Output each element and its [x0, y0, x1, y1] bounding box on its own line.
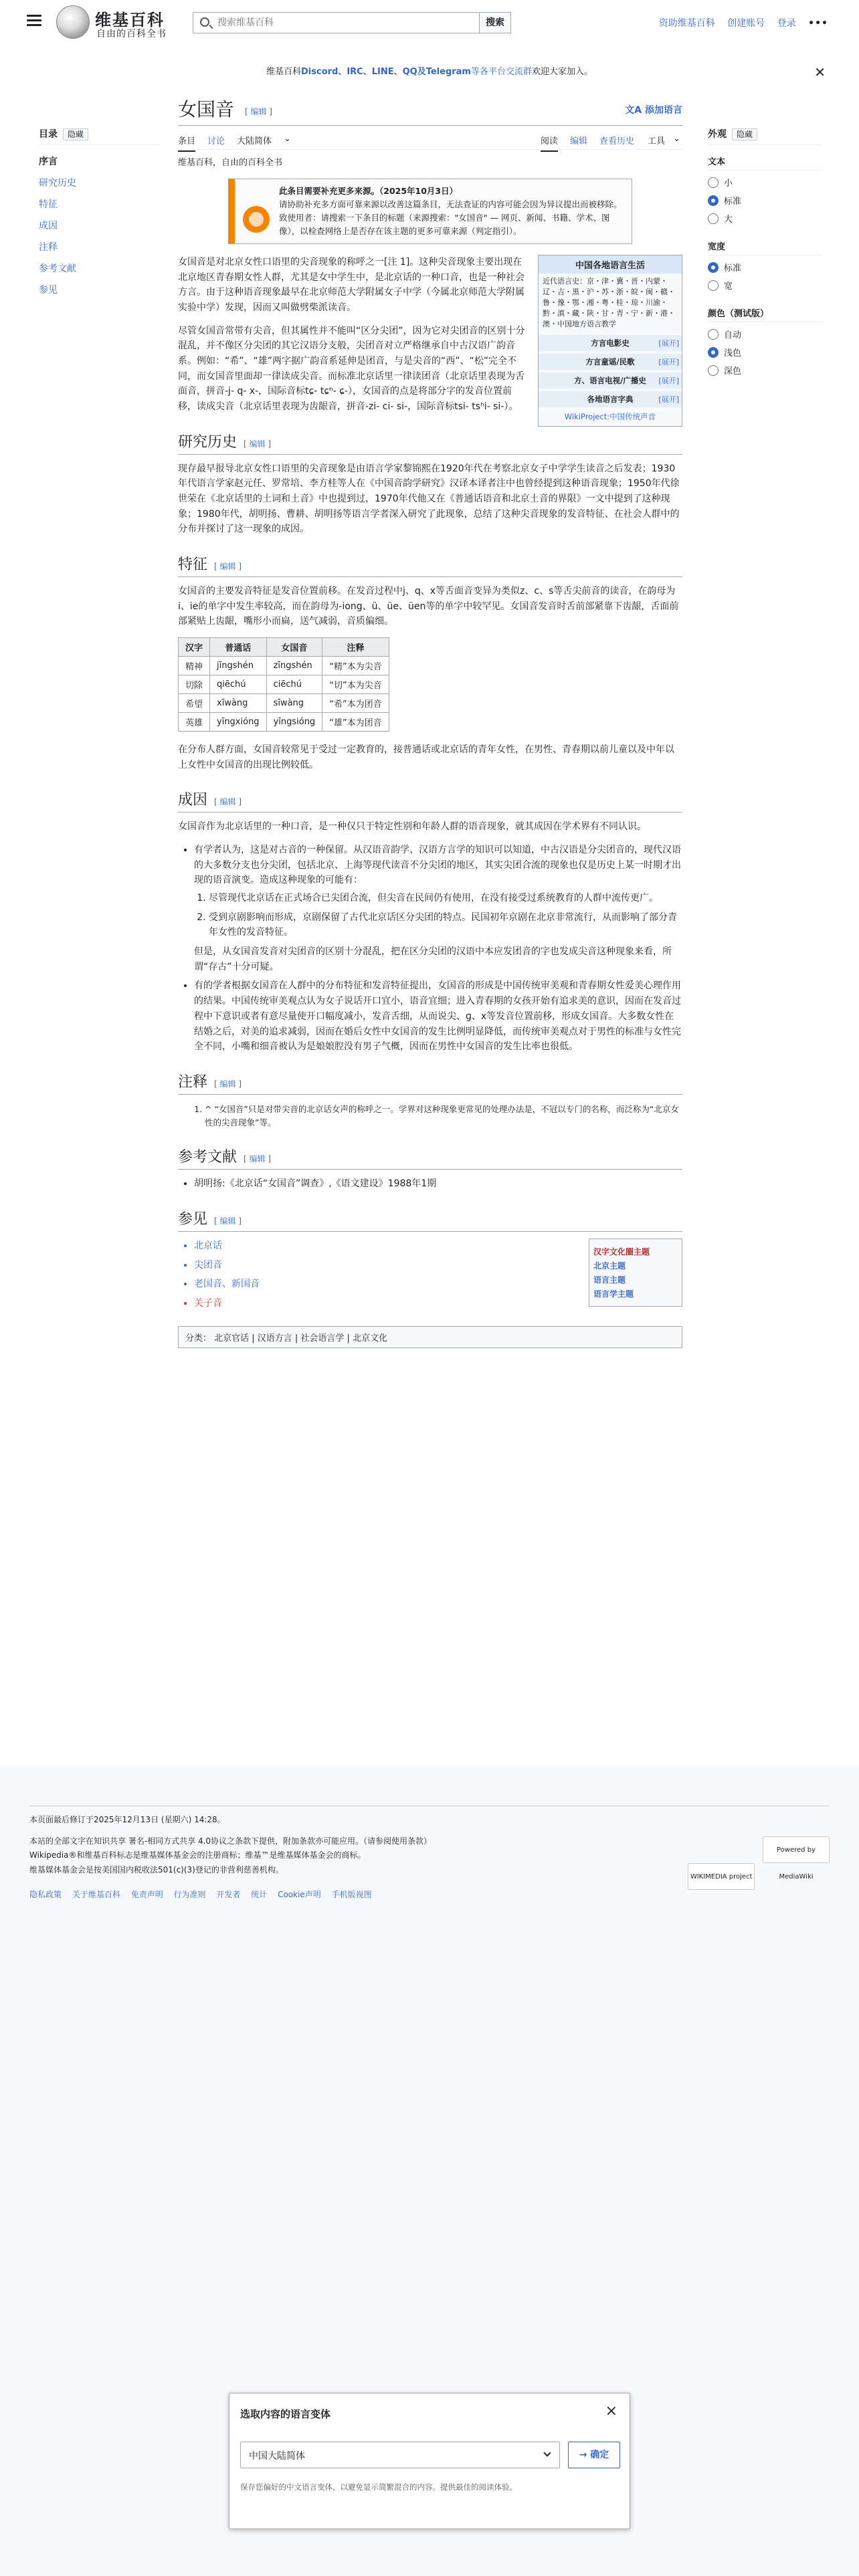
list-item: • 有学者认为，这是对古音的一种保留。从汉语音韵学、汉语方言学的知识可以知道，中古汉语是分尖团音的，现代汉语的大多数分支也分尖团，包括北京、上海等现代读音不分尖团的地区，其实尖团合流的现象也仅是历史上某一时期才出现的语音演变。造成这种现象的可能有： 1. 尽管现代北京话在正式场合已尖团合流，但尖音在民间仍有使用，在没有接受过系统教育的人群中流传更广。 2. 受到京剧影响而形成，京剧保留了古代北京话区分尖团的特点。民国初年京剧在北京非常流行，从而影响了部分青年女性的发音特征。 但是，从女国音发音对尖团音的区别十分混乱，把在区分尖团的汉语中本应发团音的字也发成尖音这种现象来看，所谓“存古”十分可疑。: [194, 843, 682, 974]
list-item: 1. ^ “女国音”只是对带尖音的北京话女声的称呼之一。学界对这种现象更常见的处理办法是，不冠以专门的名称，而泛称为“北京女性的尖音现象”等。: [205, 1103, 682, 1130]
footer-link[interactable]: 统计: [251, 1890, 268, 1900]
ambox-notice: [228, 179, 632, 244]
warning-icon: [243, 206, 270, 233]
see-also-link[interactable]: • 尖团音: [194, 1258, 682, 1273]
list-item: • 有的学者根据女国音在人群中的分布特征和发音特征提出，女国音的形成是中国传统审美观和青春期女性爱美心理作用的结果。中国传统审美观点认为女子说话开口宜小，语音宜细；进入青春期的女孩开始有追求美的意识，因而在发音过程中下意识或者有意尽量使开口幅度减小，发音舌细，从而说尖、ɡ、x等发音位置前移，形成女国音。大多数女性在结婚之后，对美的追求减弱，因而在婚后女性中女国音的发生比例明显降低，而传统审美观点对于男性的标准与女性完全不同，小嘴和细音被认为是娘娘腔没有男子气概，因而在男性中女国音的发生比率也很低。: [194, 978, 682, 1054]
notes-list: [178, 1103, 682, 1130]
chevron-down-icon[interactable]: ⌄: [284, 134, 291, 144]
tab-talk[interactable]: 讨论: [207, 136, 225, 146]
create-account-link[interactable]: 创建账号: [727, 18, 765, 29]
table-header: 汉字: [179, 638, 210, 657]
features-paragraph: 女国音的主要发音特征是发音位置前移。在发音过程中j、q、x等舌面音变异为类似z、c、s等舌尖前音的读音，在韵母为i、ie的单字中发生率较高，而在韵母为-iong、ü、üe、üen等的单字中较罕见。女国音发音时舌前部紧靠下齿龈，舌面前部紧贴上齿龈，嘴形小而扁，送气减弱，音质偏细。: [178, 586, 679, 627]
cause1-after: 但是，从女国音发音对尖团音的区别十分混乱，把在区分尖团的汉语中本应发团音的字也发成尖音这种现象来看，所谓“存古”十分可疑。: [194, 946, 672, 972]
banner-suffix: 欢迎大家加入。: [532, 67, 593, 77]
expand-link[interactable]: [展开]: [658, 376, 679, 385]
infobox-language-life: [538, 255, 682, 427]
mediawiki-badge[interactable]: Powered by MediaWiki: [763, 1836, 830, 1863]
table-row: 希望 xīwàng sīwàng “希”本为团音: [179, 694, 389, 713]
toc-item-references[interactable]: 参考文献: [39, 263, 76, 274]
toc-item-intro[interactable]: 序言: [39, 156, 58, 167]
list-item: 1. 尽管现代北京话在正式场合已尖团合流，但尖音在民间仍有使用，在没有接受过系统教育的人群中流传更广。: [209, 891, 682, 906]
add-languages-button[interactable]: 文A 添加语言: [625, 105, 682, 116]
infobox-body: 近代语言史：京・津・冀・晋・内蒙・辽・吉・黑・沪・苏・浙・皖・闽・赣・鲁・豫・鄂・湘・粤・桂・琼・川渝・黔・滇・藏・陕・甘・青・宁・新・港・澳・中国地方语言教学: [543, 277, 675, 328]
table-header: 普通话: [210, 638, 267, 657]
color-auto-radio[interactable]: 自动: [708, 328, 822, 340]
tab-read[interactable]: 阅读: [541, 134, 558, 152]
main-menu-icon[interactable]: [27, 15, 41, 27]
table-row: 英雄 yīngxióng yīngsióng “雄”本为团音: [179, 713, 389, 732]
toc-item-notes[interactable]: 注释: [39, 242, 58, 253]
search-box: [193, 12, 480, 33]
footer-badges: [682, 1836, 830, 1890]
section-edit-link[interactable]: [ 编辑 ]: [214, 1216, 242, 1226]
see-also-link[interactable]: • 老国音、新国音: [194, 1277, 682, 1292]
expand-link[interactable]: [展开]: [658, 395, 679, 404]
infobox-row: 各地语言字典 [展开]: [539, 391, 682, 407]
toc-hide-button[interactable]: 隐藏: [63, 128, 88, 140]
tab-article[interactable]: 条目: [178, 134, 195, 152]
features-paragraph-2: 在分布人群方面，女国音较常见于受过一定教育的，接普通话或北京话的青年女性，在男性、青春期以前儿童以及中年以上女性中女国音的出现比例较低。: [178, 744, 674, 770]
section-heading-features: 特征 [ 编辑 ]: [178, 553, 682, 577]
infobox-title: 中国各地语言生活: [539, 255, 682, 274]
site-sub: 维基百科，自由的百科全书: [178, 158, 283, 168]
footer-link[interactable]: 手机版视图: [331, 1890, 372, 1900]
width-group: [708, 239, 822, 292]
text-size-large-radio[interactable]: 大: [708, 212, 822, 225]
footer-link[interactable]: 行为准则: [173, 1890, 206, 1900]
title-edit-link[interactable]: [ 编辑 ]: [245, 107, 272, 116]
history-paragraph: 现存最早报导北京女性口语里的尖音现象是由语言学家黎锦熙在1920年代在考察北京女子中学学生读音之后发表；1930年代语言学家赵元任、罗常培、李方桂等人在《中国音韵学研究》汉译本译者注中也曾经提到这种语音现象；1950年代徐世荣在《北京话里的土词和土音》中也提到过，1970年代他又在《普通话语音和北京土音的界限》一文中提到了这种现象；1980年代，胡明扬、曹耕、胡明扬等语言学者深入研究了此现象，总结了这种尖音现象的发音特征、在社会人群中的分布并探讨了这一现象的成因。: [178, 463, 680, 535]
table-header: 女国音: [266, 638, 322, 657]
section-heading-see-also: 参见 [ 编辑 ]: [178, 1208, 682, 1232]
portal-link[interactable]: 汉字文化圈主题: [593, 1247, 650, 1257]
intro-paragraph-2: 尽管女国音常带有尖音，但其属性并不能叫“区分尖团”，因为它对尖团音的区别十分混乱，并不像区分尖团的其它汉语分支般，尖团音对立严格继承自中古汉语广韵音系。例如：“希”、“雄”两字据广韵音系延伸是团音，与是尖音的“西”、“松”完全不同，而女国音里面却一律读成尖音。而标准北京话里一律读团音（北京话里表现为舌面音，拼音-j- q- x-，国际音标tɕ- tɕʰ- ɕ-），女国音的点是将部分字的发音位置前移，读成尖音（北京话里表现为齿龈音，拼音-zi- ci- si-，国际音标tsi- tsʰi- si-）。: [178, 325, 525, 413]
appearance-heading: 外观 隐藏: [708, 127, 822, 145]
references-list: [178, 1176, 682, 1192]
variant-selected-value: 中国大陆简体: [249, 2451, 305, 2462]
see-also-link[interactable]: • 北京话: [194, 1239, 682, 1254]
tab-variant[interactable]: 大陆简体: [237, 136, 272, 146]
notice-line-1: 此条目需要补充更多来源。（2025年10月3日）: [279, 186, 458, 196]
wikimedia-badge[interactable]: WIKIMEDIA project: [688, 1863, 755, 1890]
footer-last-edit: 本页面最后修订于2025年12月13日 (星期六) 14:28。: [29, 1806, 830, 1828]
toc-item-history[interactable]: 研究历史: [39, 178, 76, 189]
site-header: [0, 0, 859, 47]
section-heading-causes: 成因 [ 编辑 ]: [178, 788, 682, 813]
footer-foundation: 维基媒体基金会是按美国国内税收法501(c)(3)登记的非营利慈善机构。: [29, 1864, 284, 1874]
page-footer: [29, 1806, 830, 1903]
search-icon: [200, 17, 209, 27]
text-size-standard-radio[interactable]: 标准: [708, 194, 822, 207]
list-item: • 胡明扬:《北京话“女国音”调查》,《语文建设》1988年1期: [194, 1176, 682, 1192]
causes-list: [178, 843, 682, 1055]
causes-intro: 女国音作为北京话里的一种口音，是一种仅只于特定性别和年龄人群的语音现象，就其成因在学术界有不同认识。: [178, 821, 646, 833]
toc-item-see-also[interactable]: 参见: [39, 285, 58, 296]
tab-tools[interactable]: 工具: [648, 136, 666, 146]
table-row: 切除 qiēchú ciēchú “切”本为尖音: [179, 675, 389, 694]
close-icon[interactable]: ×: [605, 2403, 617, 2420]
category-links[interactable]: 分类： 北京官话 | 汉语方言 | 社会语言学 | 北京文化: [178, 1326, 682, 1348]
width-title: 宽度: [708, 239, 822, 255]
portal-link[interactable]: 北京主题: [593, 1261, 626, 1271]
section-edit-link[interactable]: [ 编辑 ]: [244, 1154, 272, 1164]
search-input[interactable]: [216, 13, 470, 33]
color-group: [708, 306, 822, 377]
close-icon[interactable]: ✕: [814, 64, 826, 80]
section-heading-references: 参考文献 [ 编辑 ]: [178, 1146, 682, 1170]
color-dark-radio[interactable]: 深色: [708, 364, 822, 377]
logo-subtitle: 自由的百科全书: [96, 29, 167, 39]
tab-history[interactable]: 查看历史: [599, 136, 635, 146]
language-icon: 文A: [625, 105, 645, 116]
page-tabs: [178, 126, 682, 150]
color-title: 颜色（测试版）: [708, 306, 822, 322]
intro-paragraph-1: 女国音是对北京女性口语里的尖音现象的称呼之一[注 1]。这种尖音现象主要出现在北京地区青春期女性人群，尤其是女中学生中，是北京话的一种口音，也是一种社会方言。由于这种语音现象最早在北京师范大学附属女子中学（今属北京师范大学附属实验中学）发现，因而又叫做劈柴派读音。: [178, 257, 524, 314]
table-of-contents: [39, 127, 159, 304]
banner-channels-link[interactable]: Discord、IRC、LINE、QQ及Telegram: [301, 67, 471, 77]
portal-box: [589, 1239, 682, 1307]
portal-link[interactable]: 语言学主题: [593, 1289, 634, 1299]
cause-sublist: [194, 891, 682, 940]
infobox-row: 方言童谣/民歌 [展开]: [539, 354, 682, 370]
section-edit-link[interactable]: [ 编辑 ]: [214, 562, 242, 572]
dialog-note: 保存您偏好的中文语言变体，以避免显示简繁混合的内容。提供最佳的阅读体验。: [240, 2482, 517, 2492]
section-heading-notes: 注释 [ 编辑 ]: [178, 1071, 682, 1095]
notice-line-2: 请协助补充多方面可靠来源以改善这篇条目，无法查证的内容可能会因为异议提出而被移除。: [279, 199, 622, 209]
width-standard-radio[interactable]: 标准: [708, 261, 822, 274]
text-size-title: 文本: [708, 154, 822, 171]
pronunciation-table: [178, 637, 389, 732]
footer-link[interactable]: 隐私政策: [29, 1890, 62, 1900]
text-size-group: [708, 154, 822, 225]
list-item: 2. 受到京剧影响而形成，京剧保留了古代北京话区分尖团的特点。民国初年京剧在北京非常流行，从而影响了部分青年女性的发音特征。: [209, 910, 682, 940]
login-link[interactable]: 登录: [777, 18, 796, 29]
footer-trademark: Wikipedia®和维基百科标志是维基媒体基金会的注册商标；维基™是维基媒体基金会的商标。: [29, 1850, 366, 1860]
portal-link[interactable]: 语言主题: [593, 1275, 626, 1285]
text-size-small-radio[interactable]: 小: [708, 176, 822, 189]
personal-tools: [650, 16, 828, 29]
color-light-radio[interactable]: 浅色: [708, 346, 822, 358]
expand-link[interactable]: [展开]: [658, 338, 679, 348]
confirm-button[interactable]: → 确定: [568, 2442, 620, 2468]
footer-link[interactable]: Cookie声明: [278, 1890, 321, 1900]
tab-edit[interactable]: 编辑: [570, 136, 588, 146]
section-heading-history: 研究历史 [ 编辑 ]: [178, 431, 682, 455]
appearance-panel: [708, 127, 822, 391]
section-edit-link[interactable]: [ 编辑 ]: [214, 797, 242, 807]
toc-item-features[interactable]: 特征: [39, 199, 58, 210]
dialog-title: 选取内容的语言变体: [240, 2408, 331, 2420]
toc-item-causes[interactable]: 成因: [39, 221, 58, 231]
banner-prefix: 维基百科: [266, 67, 301, 77]
infobox-row: 方言电影史 [展开]: [539, 335, 682, 351]
footer-link[interactable]: 关于维基百科: [72, 1890, 120, 1900]
table-row: 精神 jīngshén zīngshén “精”本为尖音: [179, 657, 389, 675]
appearance-hide-button[interactable]: 隐藏: [732, 128, 757, 140]
footer-license: 本站的全部文字在知识共享 署名-相同方式共享 4.0协议之条款下提供，附加条款亦可能应用。（请参阅使用条款）: [29, 1836, 432, 1846]
footer-link[interactable]: 开发者: [216, 1890, 241, 1900]
footer-link[interactable]: 免责声明: [130, 1890, 163, 1900]
expand-link[interactable]: [展开]: [658, 357, 679, 366]
section-edit-link[interactable]: [ 编辑 ]: [244, 439, 272, 449]
width-wide-radio[interactable]: 宽: [708, 279, 822, 292]
wikipedia-globe-logo[interactable]: [56, 5, 90, 39]
donate-link[interactable]: 资助维基百科: [658, 18, 715, 29]
section-edit-link[interactable]: [ 编辑 ]: [214, 1079, 242, 1089]
table-header: 注释: [322, 638, 389, 657]
infobox-row: 方、语言电视/广播史 [展开]: [539, 372, 682, 389]
page-title: 女国音: [178, 98, 235, 120]
more-options-icon[interactable]: •••: [808, 18, 828, 29]
variant-dialog: [229, 2393, 630, 2529]
banner-middle[interactable]: 等各平台交流群: [470, 67, 532, 77]
see-also-link[interactable]: • 关子音: [194, 1296, 682, 1311]
toc-heading: 目录 隐藏: [39, 127, 159, 145]
notice-line-3: 致使用者：请搜索一下条目的标题（来源搜索："女国音" — 网页、新闻、书籍、学术、图像），以检查网络上是否存在该主题的更多可靠来源（判定指引）。: [279, 213, 610, 236]
site-notice-banner: [0, 60, 859, 84]
chevron-down-icon: [543, 2449, 551, 2456]
variant-select[interactable]: [240, 2442, 560, 2468]
article-content: [178, 94, 682, 1348]
title-row: [178, 94, 682, 126]
logo-title[interactable]: 维基百科: [95, 10, 165, 29]
chevron-down-icon[interactable]: ⌄: [673, 134, 680, 144]
infobox-footer-link[interactable]: WikiProject:中国传统声音: [564, 411, 656, 421]
search-button[interactable]: 搜索: [479, 12, 511, 33]
